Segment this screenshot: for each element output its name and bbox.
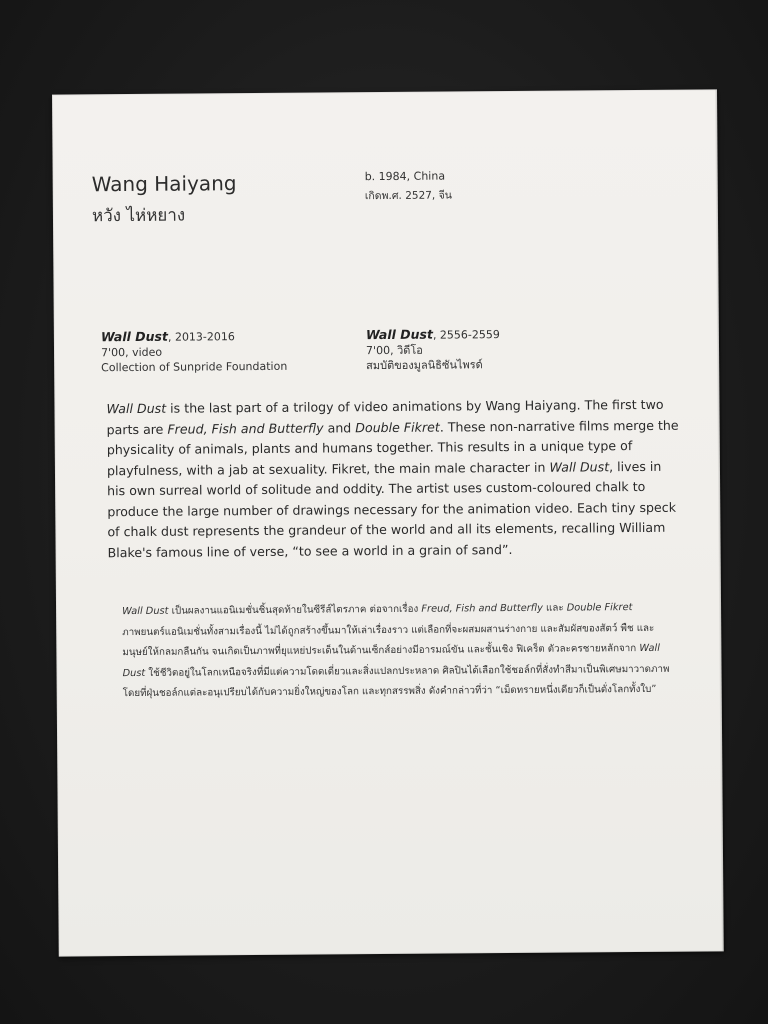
work-title-line-en [101, 327, 351, 345]
desc-th-title-3: Double Fikret [566, 602, 633, 614]
artist-name-en: Wang Haiyang [91, 171, 237, 197]
desc-th-title-4: Wall Dust [122, 642, 660, 679]
work-title-en: Wall Dust [100, 328, 168, 345]
desc-en-title-3: Double Fikret [355, 419, 440, 435]
wall-label-card [52, 89, 724, 956]
card-edge-shadow [715, 89, 726, 951]
work-info-en [101, 327, 351, 375]
desc-th-text-1: เป็นผลงานแอนิเมชั่นชิ้นสุดท้ายในซีรีส์ไตรภาค ต่อจากเรื่อง [168, 603, 422, 617]
desc-en-title-2: Freud, Fish and Butterfly [167, 419, 324, 437]
work-title-th: Wall Dust [365, 326, 433, 343]
work-collection-th: สมบัติของมูลนิธิซันไพรด์ [366, 358, 483, 373]
work-years-en: , 2013-2016 [167, 330, 235, 344]
artist-birth-en: b. 1984, China [364, 169, 446, 184]
work-info-th [366, 325, 616, 373]
desc-en-title-4: Wall Dust [549, 458, 610, 475]
desc-en-text-1: is the last part of a trilogy of video animations by Wang Haiyang. The first two parts are [106, 396, 664, 437]
desc-th-title-2: Freud, Fish and Butterfly [421, 602, 543, 615]
description-en [106, 395, 679, 563]
artist-name-th: หวัง ไห่หยาง [91, 205, 186, 227]
desc-en-text-3: . These non-narrative films merge the physicality of animals, plants and humans together. This results in a unique type of playfulness, with a jab at sexuality. Fikret, the main male character in [106, 417, 679, 478]
work-medium-en: 7'00, video [100, 345, 163, 360]
work-title-line-th [366, 325, 616, 343]
desc-en-title-1: Wall Dust [106, 400, 167, 417]
desc-en-text-2: and [323, 419, 356, 435]
desc-en-text-4: , lives in his own surreal world of solitude and oddity. The artist uses custom-coloured chalk to produce the large number of drawings necessary for the animation video. Each tiny speck of chalk dust represents the grandeur of the world and all its elements, recalling William Blake's famous line of verse, “to see a world in a grain of sand”. [107, 458, 677, 560]
work-years-th: , 2556-2559 [432, 328, 500, 342]
artist-birth-th: เกิดพ.ศ. 2527, จีน [364, 189, 452, 203]
work-collection-en: Collection of Sunpride Foundation [101, 359, 288, 375]
desc-th-text-2: และ [542, 602, 567, 614]
description-en-paragraph [106, 395, 679, 563]
description-th [122, 598, 671, 705]
work-medium-th: 7'00, วิดีโอ [365, 343, 423, 358]
desc-th-text-3: ภาพยนตร์แอนิเมชั่นทั้งสามเรื่องนี้ ไม่ได้ถูกสร้างขึ้นมาให้เล่าเรื่องราว แต่เลือกที่จะผสมผสานร่างกาย และสัมผัสของสัตว์ พืช และมนุษย์ให้กลมกลืนกัน จนเกิดเป็นภาพที่ยุแหย่ประเด็นในด้านเซ็กส์อย่างมีอารมณ์ขัน และชั้นเชิง ฟิเคร็ต ตัวละครชายหลักจาก [122, 622, 655, 659]
desc-th-text-4: ใช้ชีวิตอยู่ในโลกเหนือจริงที่มีแต่ความโดดเดี่ยวและสิ่งแปลกประหลาด ศิลปินได้เลือกใช้ชอล์กที่สั่งทำสีมาเป็นพิเศษมาวาดภาพ โดยที่ฝุ่นชอล์กแต่ละอนุเปรียบได้กับความยิ่งใหญ่ของโลก และทุกสรรพสิ่ง ดังคำกล่าวที่ว่า “เม็ดทรายหนึ่งเดียวก็เป็นดั่งโลกทั้งใบ” [122, 663, 670, 700]
description-th-paragraph [122, 598, 671, 705]
desc-th-title-1: Wall Dust [122, 605, 169, 618]
